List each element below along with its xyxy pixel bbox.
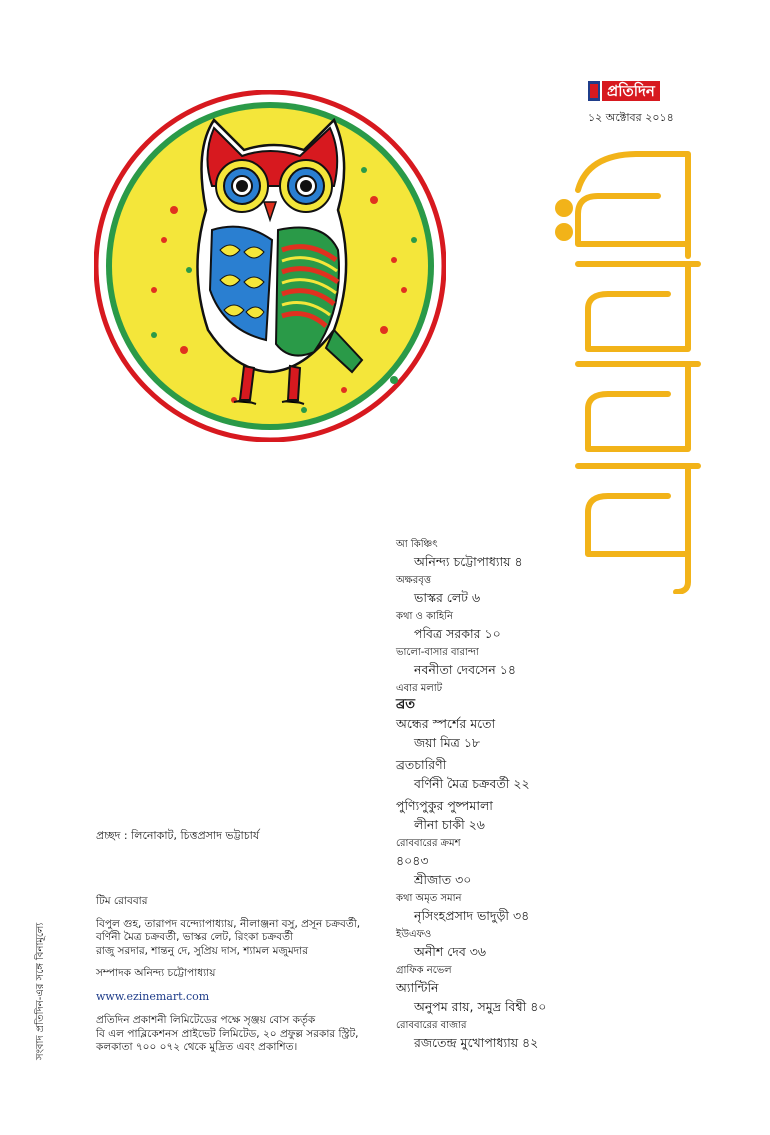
toc-section: কথা ও কাহিনি <box>396 611 453 622</box>
team-label: টিম রোববার <box>96 895 148 907</box>
toc-author: শ্রীজাত ৩০ <box>414 872 472 887</box>
publisher-line: বি এল পাব্লিকেশনস প্রাইভেট লিমিটেড, ২০ প্রফুল্ল সরকার স্ট্রিট, <box>96 1027 359 1040</box>
toc-author: লীনা চাকী ২৬ <box>414 817 485 832</box>
toc-heading: ব্রত <box>396 697 416 712</box>
toc-entry <box>396 682 756 714</box>
team-line: বিপুল গুহ, তারাপদ বন্দ্যোপাধ্যায়, নীলাঞ্জনা বসু, প্রসূন চক্রবর্তী, <box>96 917 361 930</box>
toc-title: অন্ধের স্পর্শের মতো <box>396 716 496 731</box>
toc-author: নবনীতা দেবসেন ১৪ <box>414 662 516 677</box>
toc-section: রোববারের ক্রমশ <box>396 838 461 849</box>
toc-author: অনুপম রায়, সমুদ্র বিশ্বী ৪০ <box>414 999 547 1014</box>
publisher-line: প্রতিদিন প্রকাশনী লিমিটেডের পক্ষে সৃঞ্জয় বোস কর্তৃক <box>96 1014 316 1026</box>
toc-entry <box>396 714 756 753</box>
cover-credit: প্রচ্ছদ : লিনোকাট, চিত্তপ্রসাদ ভট্টাচার্য <box>96 829 260 842</box>
toc-section: এবার মলাট <box>396 683 443 694</box>
toc-title: ৪০৪৩ <box>396 853 429 868</box>
toc-entry <box>396 964 756 1017</box>
masthead-logo <box>548 144 720 594</box>
toc-title: অ্যান্টিনি <box>396 980 439 995</box>
toc-author: জয়া মিত্র ১৮ <box>414 735 481 750</box>
toc-entry <box>396 574 756 608</box>
website-link[interactable]: www.ezinemart.com <box>96 989 210 1003</box>
team-credits <box>96 895 396 1055</box>
toc-author: নৃসিংহপ্রসাদ ভাদুড়ী ৩৪ <box>414 908 530 923</box>
logo-text: প্রতিদিন <box>602 81 660 101</box>
toc-entry <box>396 928 756 962</box>
owl-cover-artwork <box>94 90 446 442</box>
toc-entry <box>396 837 756 890</box>
toc-section: কথা অমৃত সমান <box>396 893 462 904</box>
toc-entry <box>396 1019 756 1053</box>
toc-author: পবিত্র সরকার ১০ <box>414 626 501 641</box>
toc-author: অনিন্দ্য চট্টোপাধ্যায় ৪ <box>414 554 523 569</box>
toc-title: পুণ্যিপুকুর পুষ্পমালা <box>396 798 493 813</box>
team-line: বর্ণিনী মৈত্র চক্রবর্তী, ভাস্কর লেট, রিংকা চক্রবর্তী <box>96 931 294 943</box>
toc-title: ব্রতচারিণী <box>396 757 447 772</box>
toc-entry <box>396 646 756 680</box>
team-line: রাজু সরদার, শান্তনু দে, সুপ্রিয় দাস, শ্যামল মজুমদার <box>96 944 308 957</box>
toc-section: আ কিঞ্চিৎ <box>396 539 438 550</box>
toc-section: ভালো-বাসার বারান্দা <box>396 647 479 658</box>
toc-entry <box>396 892 756 926</box>
brand-logo <box>588 80 660 102</box>
toc-author: ভাস্কর লেট ৬ <box>414 590 481 605</box>
toc-entry <box>396 538 756 572</box>
table-of-contents <box>396 538 756 1055</box>
toc-author: অনীশ দেব ৩৬ <box>414 944 487 959</box>
toc-entry <box>396 796 756 835</box>
toc-author: রজতেন্দ্র মুখোপাধ্যায় ৪২ <box>414 1035 539 1050</box>
issue-date: ১২ অক্টোবর ২০১৪ <box>588 111 674 124</box>
toc-entry <box>396 755 756 794</box>
publisher-line: কলকাতা ৭০০ ০৭২ থেকে মুদ্রিত এবং প্রকাশিত। <box>96 1041 298 1053</box>
toc-author: বর্ণিনী মৈত্র চক্রবর্তী ২২ <box>414 776 530 791</box>
toc-section: রোববারের বাজার <box>396 1020 467 1031</box>
side-note: সংবাদ প্রতিদিন-এর সঙ্গে বিনামূল্যে <box>35 922 46 1060</box>
toc-entry <box>396 610 756 644</box>
toc-section: অক্ষরবৃত্ত <box>396 575 431 586</box>
toc-section: ইউএফও <box>396 929 432 940</box>
toc-section: গ্রাফিক নভেল <box>396 965 452 976</box>
editor-credit: সম্পাদক অনিন্দ্য চট্টোপাধ্যায় <box>96 967 216 979</box>
logo-flag-icon <box>588 81 600 101</box>
